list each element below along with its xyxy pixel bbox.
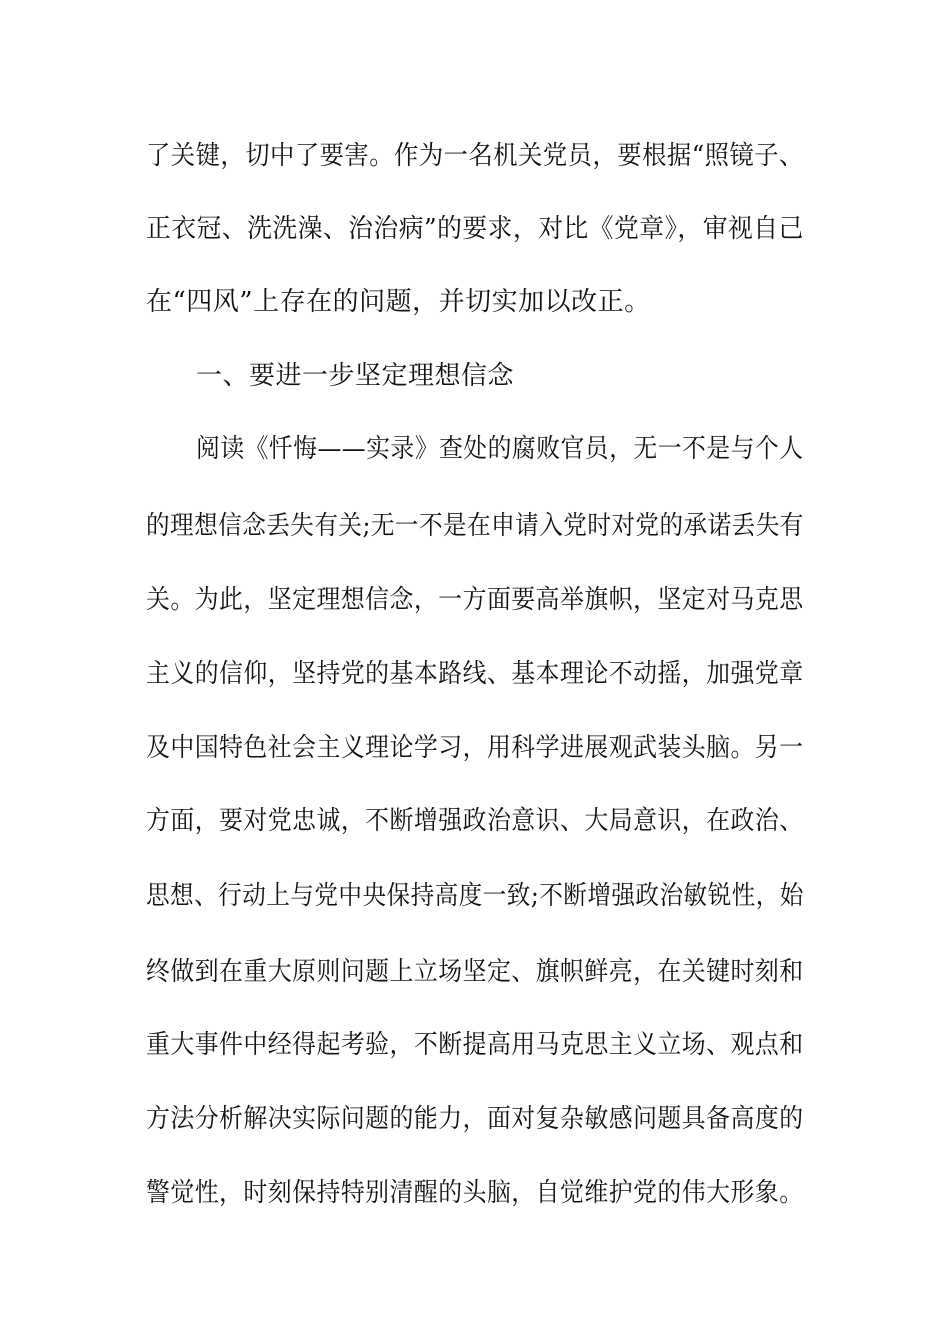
text-line: 方面，要对党忠诚，不断增强政治意识、大局意识，在政治、 (146, 806, 804, 836)
text-line: 方法分析解决实际问题的能力，面对复杂敏感问题具备高度的 (146, 1104, 804, 1134)
text-line: 的理想信念丢失有关;无一不是在申请入党时对党的承诺丢失有 (146, 511, 804, 541)
text-line: 警觉性，时刻保持特别清醒的头脑，自觉维护党的伟大形象。 (146, 1178, 804, 1208)
section-heading: 一、要进一步坚定理想信念 (196, 361, 515, 391)
text-line: 阅读《忏悔——实录》查处的腐败官员，无一不是与个人 (196, 434, 804, 464)
text-line: 了关键，切中了要害。作为一名机关党员，要根据“照镜子、 (146, 141, 804, 171)
text-line: 重大事件中经得起考验，不断提高用马克思主义立场、观点和 (146, 1030, 804, 1060)
text-line: 终做到在重大原则问题上立场坚定、旗帜鲜亮，在关键时刻和 (146, 957, 804, 987)
text-line: 主义的信仰，坚持党的基本路线、基本理论不动摇，加强党章 (146, 659, 804, 689)
text-line: 关。为此，坚定理想信念，一方面要高举旗帜，坚定对马克思 (146, 585, 804, 615)
text-line: 思想、行动上与党中央保持高度一致;不断增强政治敏锐性，始 (146, 881, 804, 911)
text-line: 正衣冠、洗洗澡、治治病”的要求，对比《党章》，审视自己 (146, 214, 804, 244)
text-line: 在“四风”上存在的问题，并切实加以改正。 (146, 287, 651, 317)
text-line: 及中国特色社会主义理论学习，用科学进展观武装头脑。另一 (146, 733, 804, 763)
